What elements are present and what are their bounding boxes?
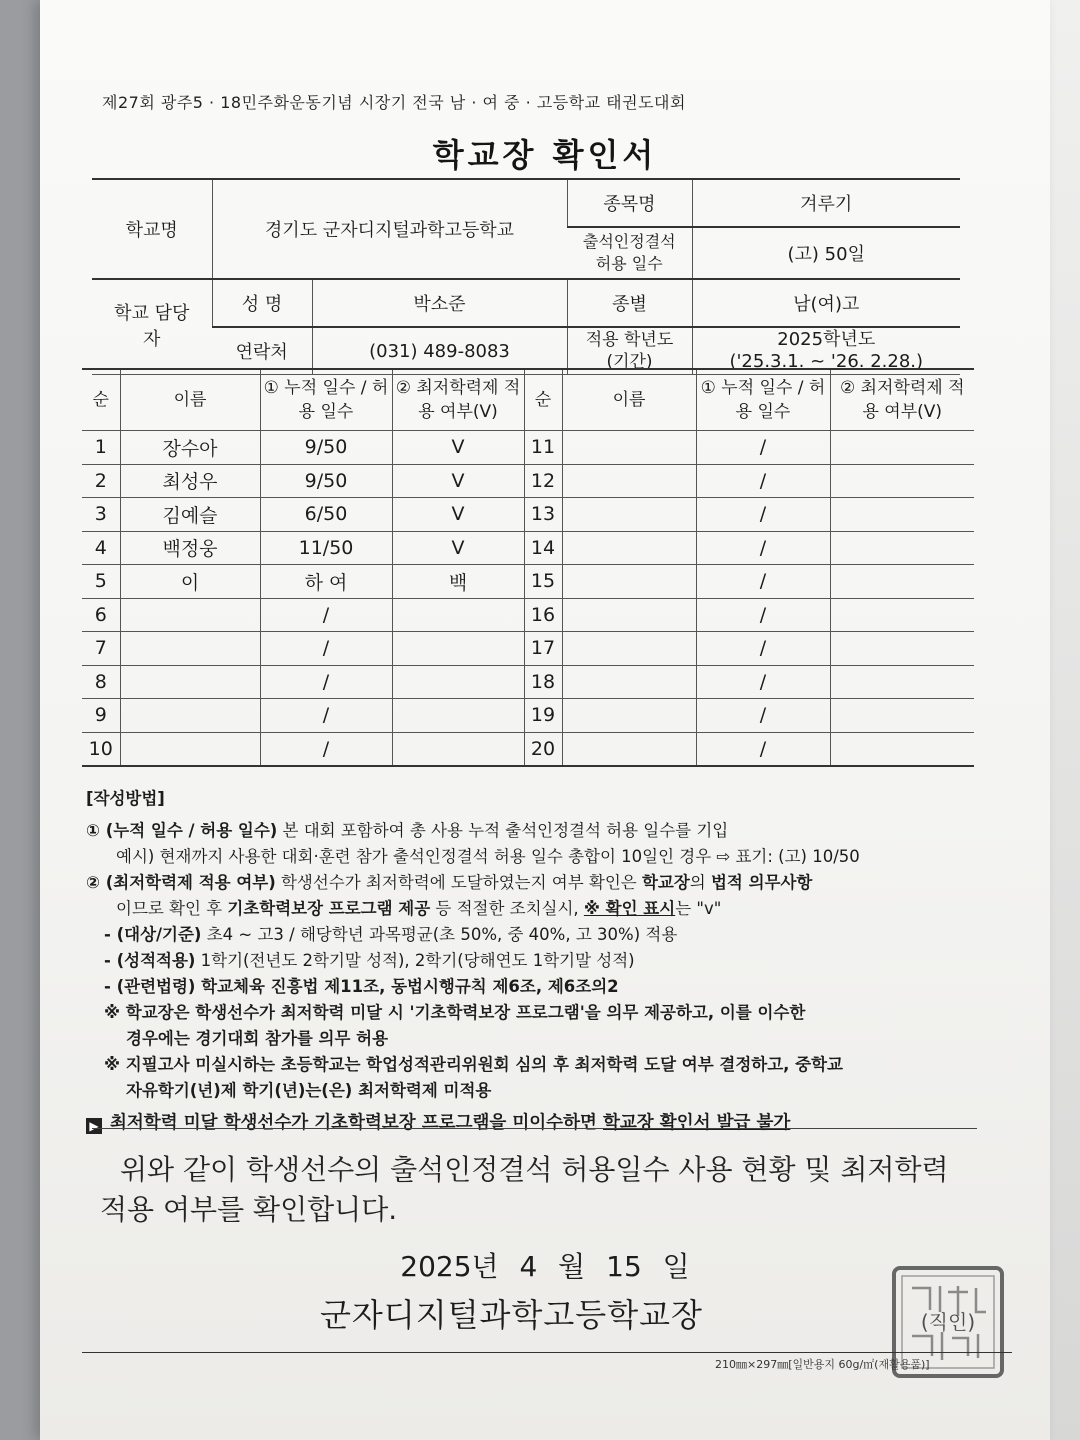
row-number: 2	[82, 464, 120, 498]
confirmation-line-2: 적용 여부를 확인합니다.	[100, 1193, 398, 1226]
school-name-label: 학교명	[92, 179, 212, 279]
row-number: 14	[524, 531, 562, 565]
min-standard-check: 백	[392, 565, 524, 599]
row-number: 10	[82, 732, 120, 766]
absence-days: /	[260, 665, 392, 699]
absence-days: 9/50	[260, 431, 392, 465]
confirmation-statement	[100, 1150, 1000, 1230]
absence-days: 6/50	[260, 498, 392, 532]
athlete-name	[562, 431, 696, 465]
min-standard-check	[830, 598, 974, 632]
row-number: 11	[524, 431, 562, 465]
final-warning-underlined: 학교장 확인서 발급 불가	[603, 1113, 791, 1133]
row-number: 12	[524, 464, 562, 498]
absence-days: /	[696, 531, 830, 565]
instruction-target-lead: - (대상/기준)	[104, 925, 202, 944]
instruction-2-text-a: 학생선수가 최저학력에 도달하였는지 여부 확인은	[275, 873, 642, 892]
athlete-name: 김예슬	[120, 498, 260, 532]
roster-header-row	[82, 369, 974, 431]
row-number: 16	[524, 598, 562, 632]
athlete-name: 이	[120, 565, 260, 599]
table-row	[82, 464, 974, 498]
athlete-name	[562, 665, 696, 699]
absence-days: /	[260, 598, 392, 632]
instruction-1-lead: ① (누적 일수 / 허용 일수)	[86, 821, 278, 840]
instruction-grade-text: 1학기(전년도 2학기말 성적), 2학기(당해연도 1학기말 성적)	[195, 951, 635, 970]
athlete-name	[562, 632, 696, 666]
athlete-name	[562, 565, 696, 599]
manager-name-value: 박소준	[312, 279, 567, 327]
absence-days: /	[696, 565, 830, 599]
note-1-line2: 경우에는 경기대회 참가를 의무 허용	[126, 1029, 389, 1048]
row-number: 1	[82, 431, 120, 465]
instruction-1	[86, 818, 986, 844]
table-row	[82, 565, 974, 599]
absence-days: /	[696, 699, 830, 733]
instruction-law-lead: - (관련법령)	[104, 977, 196, 996]
absence-days: /	[260, 699, 392, 733]
row-number: 20	[524, 732, 562, 766]
note-2-line2: 자유학기(년)제 학기(년)는(은) 최저학력제 미적용	[126, 1081, 492, 1100]
instruction-grade-lead: - (성적적용)	[104, 951, 196, 970]
allowed-absence-label: 출석인정결석 허용 일수	[567, 227, 692, 279]
min-standard-check	[392, 699, 524, 733]
issue-date: 2025년 4 월 15 일	[400, 1250, 690, 1283]
athlete-name	[562, 498, 696, 532]
min-standard-check	[392, 632, 524, 666]
allowed-absence-value: (고) 50일	[692, 227, 960, 279]
final-warning	[86, 1110, 986, 1136]
instruction-2-line2-c: 는 "v"	[675, 899, 722, 918]
absence-days: /	[260, 632, 392, 666]
table-row	[82, 498, 974, 532]
athlete-name	[120, 732, 260, 766]
absence-days: /	[696, 498, 830, 532]
athlete-name	[562, 531, 696, 565]
row-number: 9	[82, 699, 120, 733]
athlete-name	[562, 464, 696, 498]
table-row	[82, 632, 974, 666]
instruction-law	[86, 974, 986, 1000]
col-check-right: ② 최저학력제 적용 여부(V)	[830, 369, 974, 431]
event-type-label: 종목명	[567, 179, 692, 227]
instruction-2-line2-b: 등 적절한 조치실시,	[430, 899, 584, 918]
row-number: 3	[82, 498, 120, 532]
min-standard-check: V	[392, 531, 524, 565]
confirmation-line-1: 위와 같이 학생선수의 출석인정결석 허용일수 사용 현황 및 최저학력	[120, 1153, 949, 1186]
col-no-left: 순	[82, 369, 120, 431]
school-year-value: 2025학년도	[777, 329, 876, 350]
school-year-period: ('25.3.1. ~ '26. 2.28.)	[729, 351, 924, 372]
event-type-value: 겨루기	[692, 179, 960, 227]
table-row	[82, 732, 974, 766]
athlete-name	[562, 699, 696, 733]
absence-days: /	[696, 665, 830, 699]
min-standard-check	[392, 598, 524, 632]
absence-days: /	[260, 732, 392, 766]
athlete-roster-table	[82, 368, 974, 767]
instruction-grade	[86, 948, 986, 974]
table-row	[82, 598, 974, 632]
athlete-name	[120, 665, 260, 699]
row-number: 4	[82, 531, 120, 565]
row-number: 17	[524, 632, 562, 666]
row-number: 7	[82, 632, 120, 666]
athlete-name	[120, 632, 260, 666]
min-standard-check	[830, 565, 974, 599]
col-no-right: 순	[524, 369, 562, 431]
min-standard-check	[830, 699, 974, 733]
min-standard-check	[392, 665, 524, 699]
min-standard-check	[830, 732, 974, 766]
table-row	[82, 431, 974, 465]
athlete-name	[120, 598, 260, 632]
instruction-2-line2-bold: 기초학력보장 프로그램 제공	[227, 899, 431, 918]
instruction-1-example: 예시) 현재까지 사용한 대회·훈련 참가 출석인정결석 허용 일수 총합이 10일인 경우 ⇨ 표기: (고) 10/50	[116, 847, 860, 866]
min-standard-check	[830, 632, 974, 666]
instruction-2-text-b: 의	[689, 873, 711, 892]
instruction-2-bold-b: 법적 의무사항	[710, 873, 813, 892]
note-2-line1: ※ 지필고사 미실시하는 초등학교는 학업성적관리위원회 심의 후 최저학력 도달 여부 결정하고, 중학교	[104, 1055, 843, 1074]
instruction-2	[86, 870, 986, 896]
table-row	[82, 665, 974, 699]
instruction-2-bold-a: 학교장	[641, 873, 690, 892]
seal-text: (직인)	[920, 1310, 976, 1334]
footer-divider	[82, 1352, 1012, 1353]
school-name-value: 경기도 군자디지털과학고등학교	[212, 179, 567, 279]
col-days-right: ① 누적 일수 / 허용 일수	[696, 369, 830, 431]
row-number: 13	[524, 498, 562, 532]
min-standard-check	[830, 531, 974, 565]
instruction-target	[86, 922, 986, 948]
table-row	[82, 531, 974, 565]
col-days-left: ① 누적 일수 / 허용 일수	[260, 369, 392, 431]
min-standard-check	[392, 732, 524, 766]
min-standard-check: V	[392, 431, 524, 465]
instruction-target-text: 초4 ~ 고3 / 해당학년 과목평균(초 50%, 중 40%, 고 30%) 적용	[201, 925, 678, 944]
min-standard-check	[830, 665, 974, 699]
instruction-law-text: 학교체육 진흥법 제11조, 동법시행규칙 제6조, 제6조의2	[195, 977, 619, 996]
athlete-name: 최성우	[120, 464, 260, 498]
absence-days: /	[696, 431, 830, 465]
instruction-2-line2	[86, 896, 986, 922]
school-year-label: 적용 학년도 (기간)	[567, 327, 692, 375]
row-number: 19	[524, 699, 562, 733]
col-check-left: ② 최저학력제 적용 여부(V)	[392, 369, 524, 431]
contact-label: 연락처	[212, 327, 312, 375]
row-number: 15	[524, 565, 562, 599]
event-header: 제27회 광주5 · 18민주화운동기념 시장기 전국 남 · 여 중 · 고등학교 태권도대회	[102, 93, 686, 112]
instruction-2-line2-ul: ※ 확인 표시	[583, 899, 676, 918]
athlete-name	[562, 732, 696, 766]
athlete-name: 백정웅	[120, 531, 260, 565]
school-manager-label: 학교 담당자	[92, 279, 212, 375]
athlete-name: 장수아	[120, 431, 260, 465]
certificate-document	[40, 0, 1050, 1440]
document-title: 학교장 확인서	[432, 136, 658, 174]
row-number: 8	[82, 665, 120, 699]
min-standard-check: V	[392, 464, 524, 498]
col-name-right: 이름	[562, 369, 696, 431]
gender-value: 남(여)고	[692, 279, 960, 327]
absence-days: /	[696, 464, 830, 498]
principal-title: 군자디지털과학고등학교장	[320, 1296, 703, 1334]
instruction-2-line2-a: 이므로 확인 후	[116, 899, 228, 918]
absence-days: /	[696, 598, 830, 632]
min-standard-check	[830, 464, 974, 498]
table-row	[82, 699, 974, 733]
min-standard-check	[830, 498, 974, 532]
final-warning-text: 최저학력 미달 학생선수가 기초학력보장 프로그램을 미이수하면	[110, 1113, 603, 1133]
school-info-table	[92, 178, 960, 375]
instructions-heading: [작성방법]	[86, 789, 165, 808]
gender-label: 종별	[567, 279, 692, 327]
col-name-left: 이름	[120, 369, 260, 431]
min-standard-check: V	[392, 498, 524, 532]
contact-value: (031) 489-8083	[312, 327, 567, 375]
instruction-2-lead: ② (최저학력제 적용 여부)	[86, 873, 276, 892]
athlete-name	[120, 699, 260, 733]
absence-days: 11/50	[260, 531, 392, 565]
absence-days: 9/50	[260, 464, 392, 498]
athlete-name	[562, 598, 696, 632]
paper-spec: 210㎜×297㎜[일반용지 60g/㎡(재활용품)]	[715, 1358, 930, 1371]
writing-instructions	[86, 786, 986, 1136]
row-number: 5	[82, 565, 120, 599]
absence-days: /	[696, 632, 830, 666]
note-1-line1: ※ 학교장은 학생선수가 최저학력 미달 시 '기초학력보장 프로그램'을 의무 제공하고, 이를 이수한	[104, 1003, 806, 1022]
min-standard-check	[830, 431, 974, 465]
arrow-box-icon: ▶	[86, 1118, 102, 1134]
absence-days: 하 여	[260, 565, 392, 599]
row-number: 18	[524, 665, 562, 699]
manager-name-label: 성 명	[212, 279, 312, 327]
absence-days: /	[696, 732, 830, 766]
row-number: 6	[82, 598, 120, 632]
instruction-1-text: 본 대회 포함하여 총 사용 누적 출석인정결석 허용 일수를 기입	[277, 821, 729, 840]
section-divider	[92, 1128, 977, 1129]
